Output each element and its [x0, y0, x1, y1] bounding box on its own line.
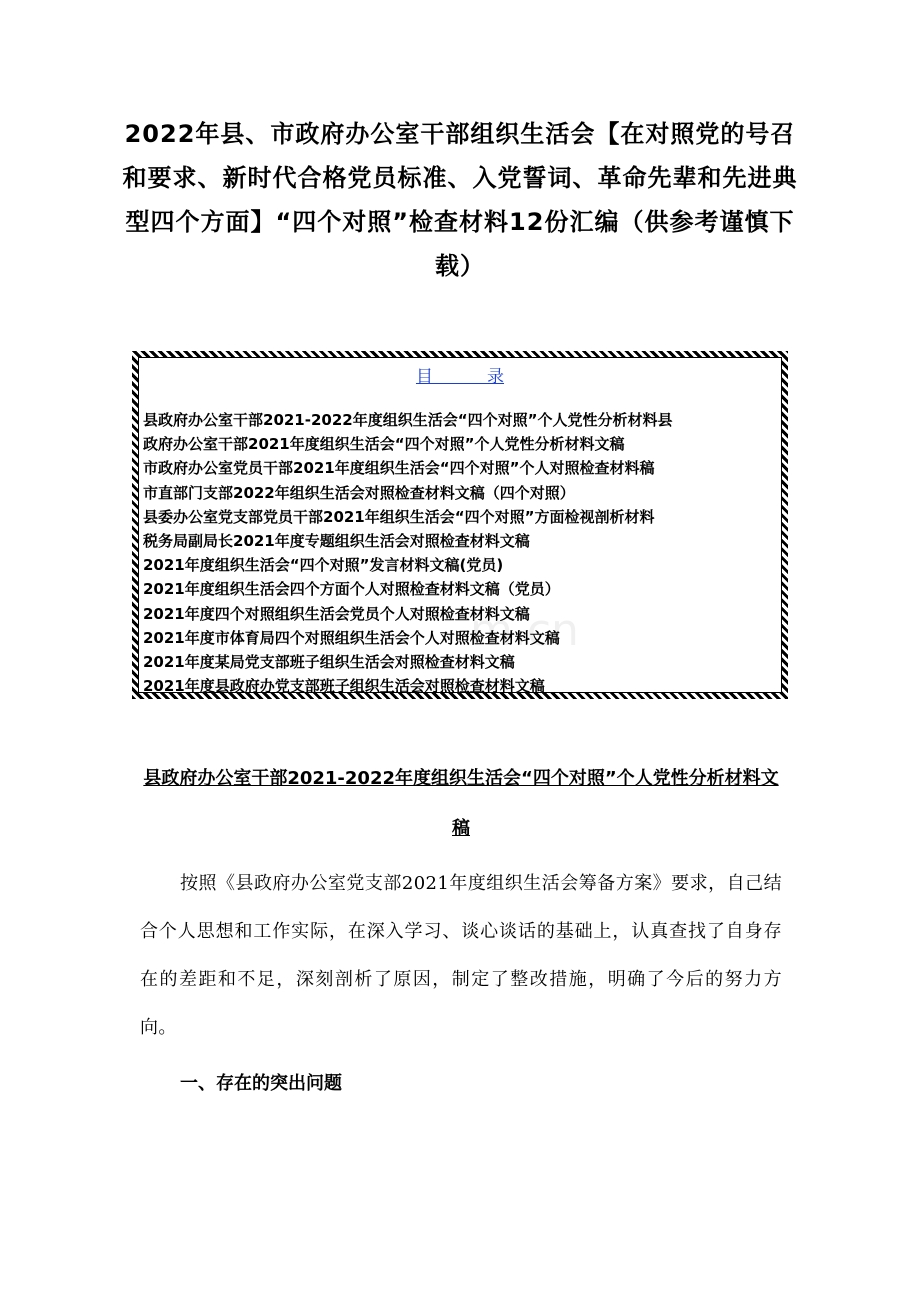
toc-item[interactable]: 2021年度组织生活会“四个对照”发言材料文稿(党员)	[143, 556, 504, 575]
toc-item[interactable]: 政府办公室干部2021年度组织生活会“四个对照”个人党性分析材料文稿	[143, 435, 625, 454]
section-title: 县政府办公室干部2021-2022年度组织生活会“四个对照”个人党性分析材料文稿	[143, 768, 779, 839]
toc-heading[interactable]: 目 录	[415, 367, 505, 387]
toc-item[interactable]: 县委办公室党支部党员干部2021年组织生活会“四个对照”方面检视剖析材料	[143, 507, 655, 526]
sub-heading: 一、存在的突出问题	[180, 1073, 342, 1094]
body-paragraph: 按照《县政府办公室党支部2021年度组织生活会筹备方案》要求，自己结合个人思想和工作实际，在深入学习、谈心谈话的基础上，认真查找了自身存在的差距和不足，深刻剖析了原因，制定了整改措施，明确了今后的努力方向。	[140, 873, 782, 1038]
toc-item[interactable]: 县政府办公室干部2021-2022年度组织生活会“四个对照”个人党性分析材料县	[143, 411, 673, 429]
toc-item[interactable]: 市直部门支部2022年组织生活会对照检查材料文稿（四个对照）	[143, 483, 575, 502]
toc-list	[143, 408, 781, 698]
toc-item[interactable]: 市政府办公室党员干部2021年度组织生活会“四个对照”个人对照检查材料稿	[143, 459, 655, 478]
toc-item[interactable]: 2021年度四个对照组织生活会党员个人对照检查材料文稿	[143, 604, 530, 623]
table-of-contents	[132, 351, 788, 699]
toc-item[interactable]: 税务局副局长2021年度专题组织生活会对照检查材料文稿	[143, 531, 530, 550]
toc-item[interactable]: 2021年度县政府办党支部班子组织生活会对照检查材料文稿	[143, 677, 545, 696]
toc-item[interactable]: 2021年度某局党支部班子组织生活会对照检查材料文稿	[143, 652, 515, 671]
toc-inner-frame	[138, 357, 782, 696]
toc-item[interactable]: 2021年度组织生活会四个方面个人对照检查材料文稿（党员）	[143, 580, 560, 599]
watermark: m.cn	[470, 605, 579, 656]
document-title: 2022年县、市政府办公室干部组织生活会【在对照党的号召和要求、新时代合格党员标准、入党誓词、革命先辈和先进典型四个方面】“四个对照”检查材料12份汇编（供参考谨慎下载）	[122, 120, 798, 280]
toc-item[interactable]: 2021年度市体育局四个对照组织生活会个人对照检查材料文稿	[143, 628, 560, 647]
